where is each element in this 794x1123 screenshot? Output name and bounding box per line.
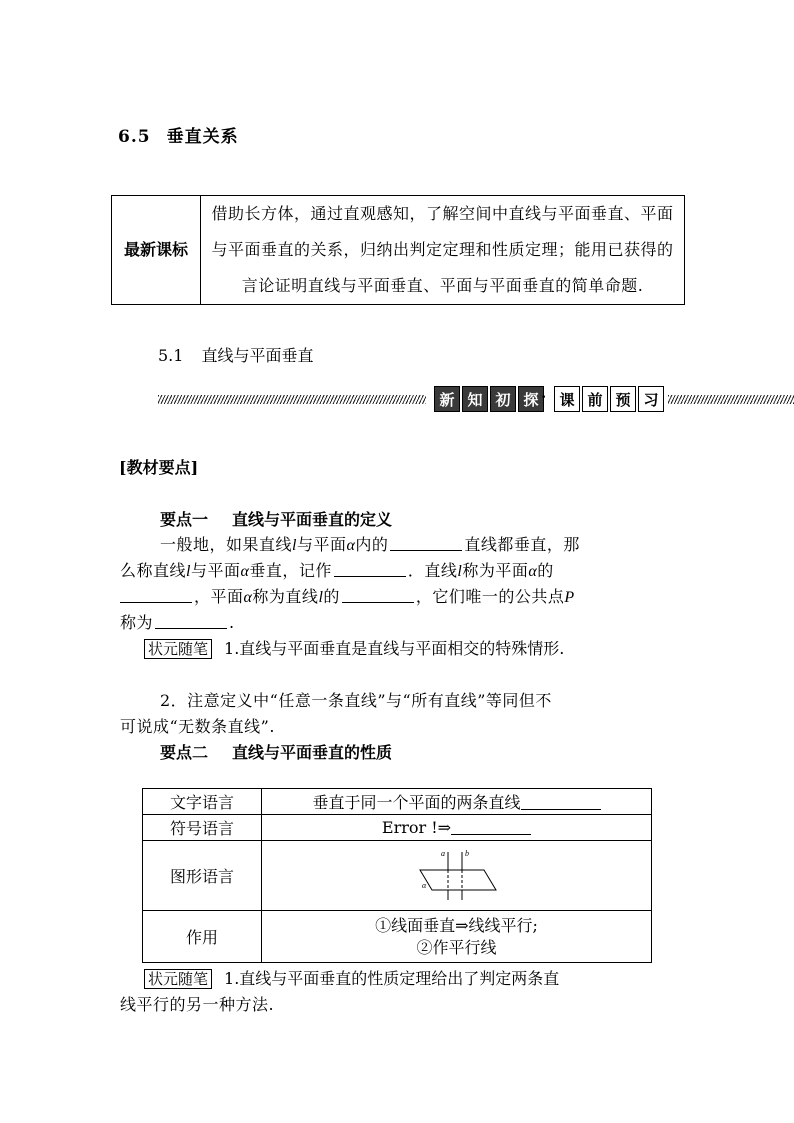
note3-line1 <box>144 966 559 992</box>
section-number: 6.5 <box>118 127 151 147</box>
row-key: 作用 <box>143 911 262 963</box>
banner-char: 初 <box>490 386 516 412</box>
point2-title <box>160 740 392 763</box>
label-a: a <box>440 848 445 858</box>
fill-blank <box>342 586 414 603</box>
row-value: ①线面垂直⇒线线平行; ②作平行线 <box>262 911 652 963</box>
point1-line2: 么称直线l与平面α垂直，记作 ．直线l称为平面α的 <box>120 561 554 580</box>
textbook-points-heading: [教材要点] <box>119 458 199 477</box>
curriculum-standard-table <box>111 195 685 305</box>
table-row <box>143 911 652 963</box>
table-row <box>143 789 652 815</box>
section-title-text: 垂直关系 <box>166 127 239 147</box>
banner-new-knowledge <box>434 386 546 412</box>
point2-label: 要点二 <box>160 743 209 762</box>
section-banner <box>158 384 794 414</box>
table-row <box>143 815 652 841</box>
row-value: Error !⇒ <box>262 815 652 841</box>
standard-label: 最新课标 <box>112 196 201 305</box>
fill-blank <box>155 612 227 629</box>
subsection-title-text: 直线与平面垂直 <box>201 346 314 365</box>
fill-blank <box>451 819 531 835</box>
note2-line2: 可说成“无数条直线”. <box>120 717 275 736</box>
section-title <box>118 122 239 147</box>
point1-line1: 一般地，如果直线l与平面α内的 直线都垂直，那 <box>160 535 580 554</box>
banner-hatch-right <box>668 395 794 404</box>
point1-line4: 称为 . <box>120 613 235 632</box>
table-row <box>143 841 652 911</box>
fill-blank <box>120 586 192 603</box>
banner-separator: · <box>541 388 547 406</box>
figure-cell <box>262 841 652 911</box>
note3-line2: 线平行的另一种方法. <box>120 995 275 1014</box>
banner-char: 探 <box>518 386 544 412</box>
note2-line1: 2．注意定义中“任意一条直线”与“所有直线”等同但不 <box>160 691 552 710</box>
scholar-notes-stamp: 状元随笔 <box>144 639 212 659</box>
banner-char: 前 <box>582 386 608 412</box>
perpendicular-lines-figure <box>412 846 502 902</box>
fill-blank <box>521 794 601 810</box>
row-key: 符号语言 <box>143 815 262 841</box>
banner-char: 知 <box>462 386 488 412</box>
plane-shape <box>420 870 496 890</box>
row-value: 垂直于同一个平面的两条直线 <box>262 789 652 815</box>
row-key: 文字语言 <box>143 789 262 815</box>
label-alpha: α <box>421 880 426 890</box>
subsection-title <box>158 343 313 366</box>
point1-title-text: 直线与平面垂直的定义 <box>232 510 393 529</box>
banner-char: 预 <box>610 386 636 412</box>
label-b: b <box>464 848 469 858</box>
row-key: 图形语言 <box>143 841 262 911</box>
note1-text: 1.直线与平面垂直是直线与平面相交的特殊情形. <box>224 639 565 658</box>
banner-preview <box>554 386 666 412</box>
fill-blank <box>334 560 406 577</box>
note3-text: 1.直线与平面垂直的性质定理给出了判定两条直 <box>224 969 560 988</box>
banner-hatch-left <box>158 395 426 404</box>
point1-label: 要点一 <box>160 510 209 529</box>
standard-text: 借助长方体，通过直观感知，了解空间中直线与平面垂直、平面与平面垂直的关系，归纳出判定定理和性质定理；能用已获得的言论证明直线与平面垂直、平面与平面垂直的简单命题. <box>201 196 685 305</box>
point2-title-text: 直线与平面垂直的性质 <box>232 743 393 762</box>
property-table <box>142 788 652 963</box>
scholar-notes-stamp: 状元随笔 <box>144 969 212 989</box>
subsection-number: 5.1 <box>158 346 184 365</box>
banner-char: 习 <box>638 386 664 412</box>
banner-char: 新 <box>434 386 460 412</box>
point1-line3: ，平面α称为直线l的 ，它们唯一的公共点P <box>120 584 575 611</box>
fill-blank <box>390 534 462 551</box>
banner-char: 课 <box>554 386 580 412</box>
note1 <box>144 636 564 662</box>
point1-title <box>160 507 392 530</box>
